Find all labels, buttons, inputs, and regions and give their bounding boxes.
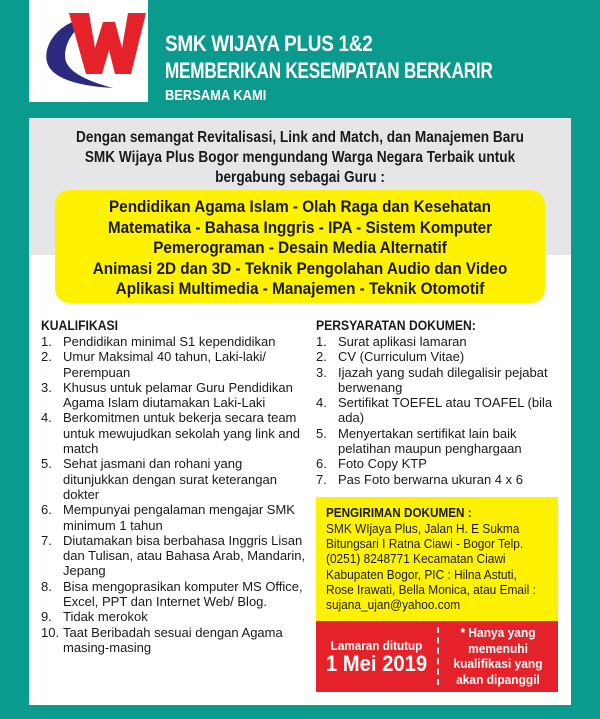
subjects-line: Aplikasi Multimedia - Manajemen - Teknik Otomotif [115, 279, 485, 298]
school-logo [29, 0, 148, 102]
deadline-box [316, 621, 558, 692]
list-item: 2. Umur Maksimal 40 tahun, Laki-laki/ Perempuan [41, 349, 267, 380]
list-item: 1. Pendidikan minimal S1 kependidikan [41, 334, 276, 349]
header-subheadline: BERSAMA KAMI [165, 87, 267, 104]
list-item: 7. Diutamakan bisa berbahasa Inggris Lisan dan Tulisan, atau Bahasa Arab, Mandarin, Jepang [41, 532, 306, 579]
logo-swoosh-icon [29, 0, 148, 102]
address-line: SMK WIjaya Plus, Jalan H. E Sukma [326, 522, 520, 536]
address-line: Kabupaten Bogor, PIC : Hilna Astuti, [326, 567, 517, 582]
list-item: 1. Surat aplikasi lamaran [316, 334, 467, 349]
deadline-label: Lamaran ditutup [330, 638, 423, 653]
intro-text [29, 128, 571, 188]
list-item: 7. Pas Foto berwarna ukuran 4 x 6 [316, 471, 523, 487]
content-panel [29, 118, 571, 705]
address-line: Bitungsari I Ratna Ciawi - Bogor Telp. [326, 537, 524, 552]
subjects-line: Pendidikan Agama Islam - Olah Raga dan Kesehatan [108, 197, 492, 216]
subjects-line: Animasi 2D dan 3D - Teknik Pengolahan Audio dan Video [92, 258, 508, 278]
list-item: 10. Taat Beribadah sesuai dengan Agama masing-masing [41, 624, 283, 655]
dokumen-title: PERSYARATAN DOKUMEN: [316, 318, 476, 333]
kualifikasi-title: KUALIFIKASI [41, 318, 118, 333]
dashed-divider [437, 627, 439, 685]
header-headline: MEMBERIKAN KESEMPATAN BERKARIR [165, 58, 493, 83]
list-item: 6. Mempunyai pengalaman mengajar SMK minimum 1 tahun [41, 502, 295, 533]
note-line: akan dipanggil [456, 671, 540, 687]
list-item: 3. Ijazah yang sudah dilegalisir pejabat berwenang [316, 364, 548, 395]
header-school-name: SMK WIJAYA PLUS 1&2 [165, 31, 373, 56]
list-item: 5. Menyertakan sertifikat lain baik pelatihan maupun penghargaan [316, 425, 522, 457]
deadline-note [442, 625, 554, 687]
note-line: * Hanya yang [460, 625, 536, 640]
subjects-line: Pemerograman - Desain Media Alternatif [153, 238, 447, 257]
list-item: 8. Bisa mengoprasikan komputer MS Office, Excel, PPT dan Internet Web/ Blog. [41, 578, 303, 610]
list-item: 4. Berkomitmen untuk bekerja secara team untuk mewujudkan sekolah yang link and match [41, 410, 301, 457]
pengiriman-box [316, 497, 558, 621]
pengiriman-body [326, 522, 539, 613]
dokumen-section [316, 318, 566, 487]
intro-line: Dengan semangat Revitalisasi, Link and Match, dan Manajemen Baru [76, 129, 524, 146]
list-item: 3. Khusus untuk pelamar Guru Pendidikan Agama Islam diutamakan Laki-Laki [41, 379, 293, 411]
address-line: Rose Irawati, Bella Monica, atau Email : [326, 582, 536, 597]
intro-line: bergabung sebagai Guru : [215, 169, 385, 186]
subjects-line: Matematika - Bahasa Inggris - IPA - Sistem Komputer [107, 217, 493, 237]
pengiriman-title: PENGIRIMAN DOKUMEN : [326, 505, 472, 520]
note-line: kualifikasi yang [453, 656, 543, 671]
list-item: 2. CV (Curriculum Vitae) [316, 349, 465, 365]
list-item: 4. Sertifikat TOEFEL atau TOAFEL (bila ada) [316, 395, 553, 426]
kualifikasi-section [41, 318, 311, 655]
contact-email: sujana_ujan@yahoo.com [326, 598, 461, 613]
list-item: 5. Sehat jasmani dan rohani yang ditunjukkan dengan surat keterangan dokter [41, 456, 277, 502]
subjects-box [55, 190, 545, 303]
note-line: memenuhi [468, 640, 528, 656]
intro-line: SMK Wijaya Plus Bogor mengundang Warga Negara Terbaik untuk [84, 149, 516, 166]
address-line: (0251) 8248771 Kecamatan Ciawi [326, 552, 506, 567]
dokumen-list [316, 334, 566, 487]
kualifikasi-list [41, 334, 311, 655]
list-item: 9. Tidak merokok [41, 609, 148, 625]
list-item: 6. Foto Copy KTP [316, 456, 427, 472]
deadline-date: 1 Mei 2019 [325, 651, 428, 676]
deadline-info [316, 639, 437, 675]
